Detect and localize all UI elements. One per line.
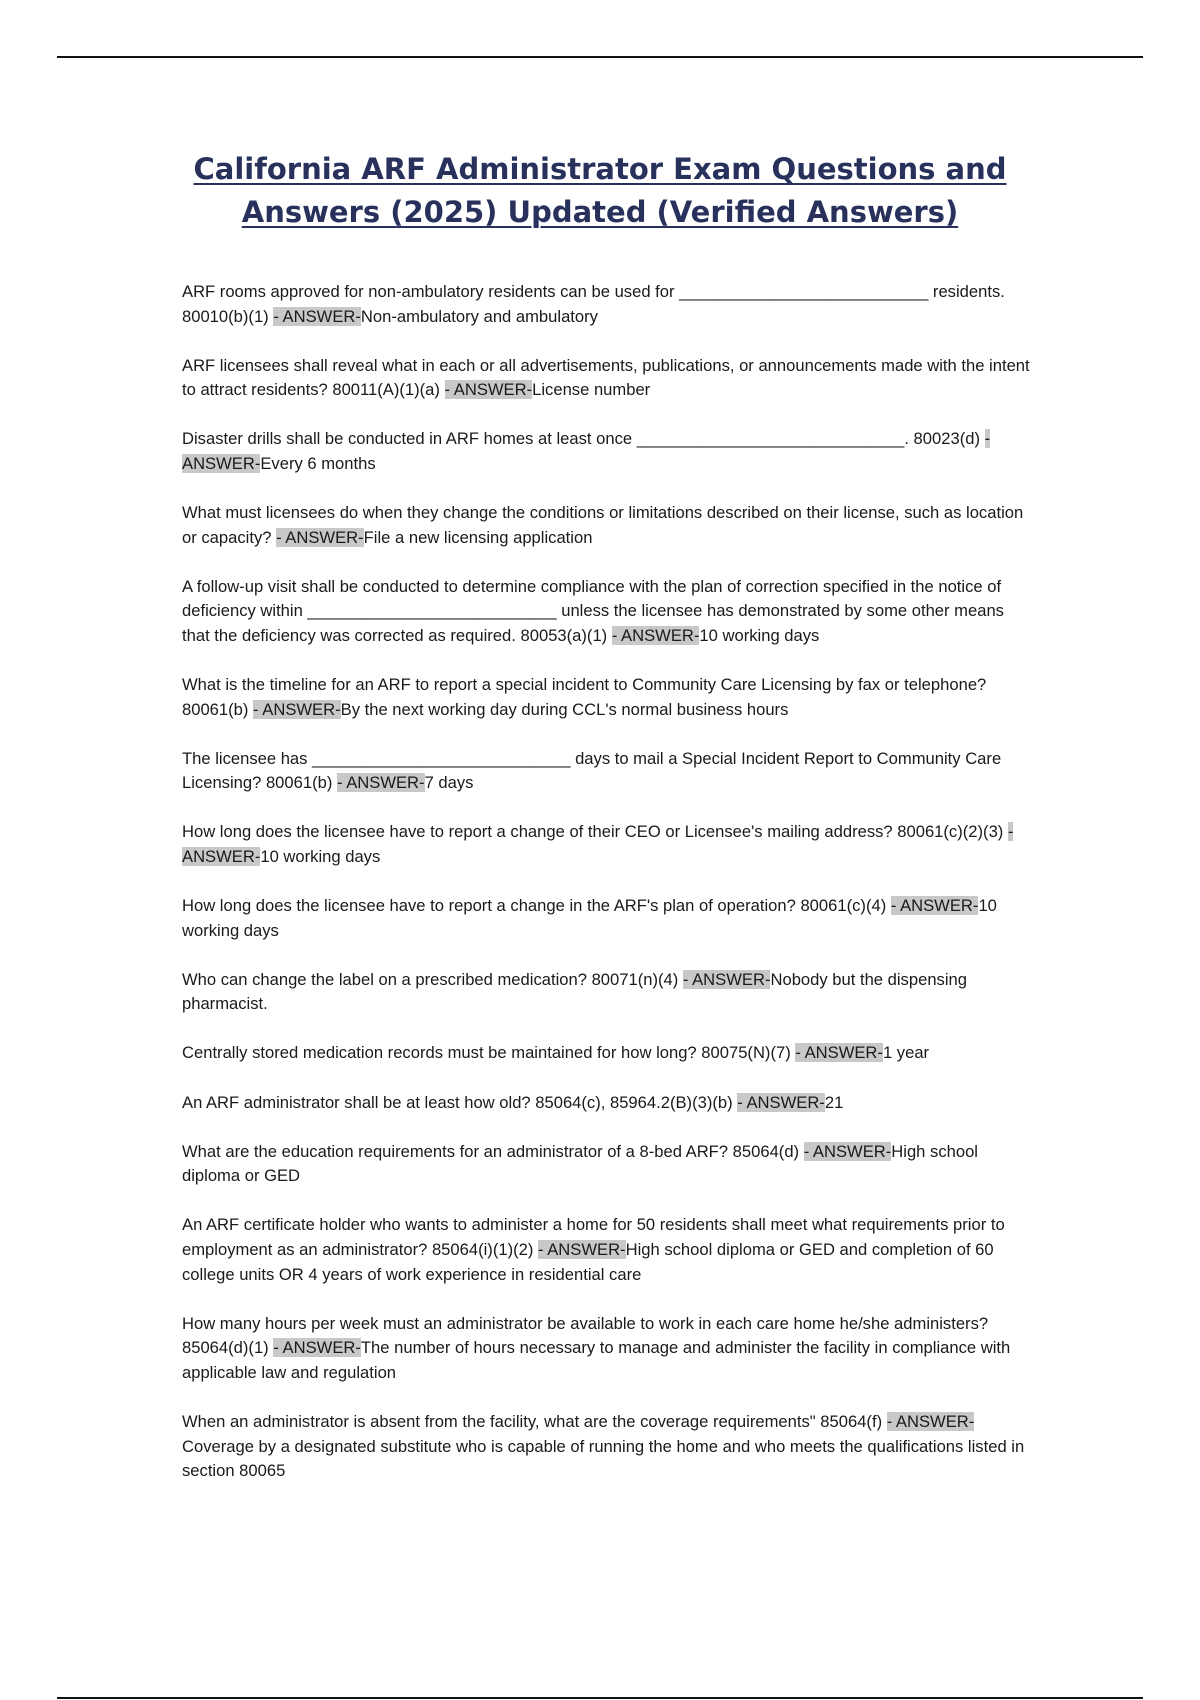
question-text: What are the education requirements for an administrator of a 8-bed ARF? 85064(d) [182,1141,804,1161]
question-text: An ARF administrator shall be at least how old? 85064(c), 85964.2(B)(3)(b) [182,1092,738,1112]
answer-text: The number of hours necessary to manage and administer the facility in compliance with applicable law and regulation [182,1338,1011,1382]
answer-marker: - ANSWER- [276,527,364,547]
answer-marker: - ANSWER- [273,306,361,326]
qa-item [182,1091,1032,1116]
question-text: What must licensees do when they change the conditions or limitations described on their license, such as location or capacity? [182,503,1024,547]
qa-item [182,1312,1032,1386]
answer-text: Nobody but the dispensing pharmacist. [182,969,967,1014]
answer-text: 1 year [882,1043,930,1063]
answer-marker: - ANSWER- [182,822,1014,866]
answer-marker: - ANSWER- [886,1411,975,1431]
question-text: Centrally stored medication records must be maintained for how long? 80075(N)(7) [182,1043,796,1063]
question-text: How long does the licensee have to report a change of their CEO or Licensee's mailing address? 80061(c)(2)(3) [182,822,1008,842]
qa-item [182,894,1032,943]
answer-marker: - ANSWER- [890,896,979,916]
qa-item [182,820,1032,869]
answer-text: High school diploma or GED [182,1141,978,1186]
answer-text: 7 days [424,773,474,793]
qa-list [182,280,1032,1508]
qa-item [182,1213,1032,1287]
answer-marker: - ANSWER- [273,1338,361,1358]
answer-text: Non-ambulatory and ambulatory [360,306,598,326]
question-text: ARF rooms approved for non-ambulatory residents can be used for ___________________________ residents. 80010(b)(1) [182,282,1005,326]
answer-text: Every 6 months [260,453,376,473]
answer-text: File a new licensing application [363,527,593,547]
question-text: The licensee has ____________________________ days to mail a Special Incident Report to Community Care Licensing? 80061(b) [182,748,1002,793]
answer-text: 21 [824,1092,844,1112]
answer-marker: - ANSWER- [538,1239,626,1259]
qa-item [182,673,1032,722]
answer-text: 10 working days [699,625,820,645]
answer-marker: - ANSWER- [611,625,700,645]
answer-text: 10 working days [182,896,997,940]
answer-text: By the next working day during CCL's normal business hours [340,699,789,719]
header-rule [57,56,1143,58]
answer-marker: - ANSWER- [336,773,425,793]
answer-marker: - ANSWER- [682,969,771,989]
footer-rule [57,1697,1143,1699]
answer-text: License number [532,380,651,400]
question-text: Who can change the label on a prescribed medication? 80071(n)(4) [182,969,683,989]
qa-item [182,1041,1032,1066]
answer-text: 10 working days [260,847,381,866]
question-text: Disaster drills shall be conducted in ARF homes at least once _____________________________. 80023(d) [182,429,985,449]
question-text: An ARF certificate holder who wants to administer a home for 50 residents shall meet what requirements prior to employment as an administrator? 85064(i)(1)(2) [182,1215,1005,1259]
qa-item [182,575,1032,649]
question-text: A follow-up visit shall be conducted to determine compliance with the plan of correction specified in the notice of deficiency within ___________________________ unless the licensee has demonstrated by some other means that the deficiency was corrected as required. 80053(a)(1) [182,576,1004,645]
question-text: ARF licensees shall reveal what in each or all advertisements, publications, or announcements made with the intent to attract residents? 80011(A)(1)(a) [182,355,1030,400]
answer-marker: - ANSWER- [253,699,341,719]
question-text: How long does the licensee have to report a change in the ARF's plan of operation? 80061(c)(4) [182,896,891,916]
qa-item [182,1410,1032,1484]
qa-item [182,968,1032,1017]
question-text: When an administrator is absent from the facility, what are the coverage requirements" 85064(f) [182,1411,887,1431]
answer-marker: - ANSWER- [803,1141,892,1161]
answer-text: High school diploma or GED and completion of 60 college units OR 4 years of work experience in residential care [182,1239,994,1284]
qa-item [182,427,1032,476]
answer-marker: - ANSWER- [737,1092,825,1112]
qa-item [182,747,1032,796]
qa-item [182,354,1032,403]
question-text: What is the timeline for an ARF to report a special incident to Community Care Licensing by fax or telephone? 80061(b) [182,675,987,719]
qa-item [182,501,1032,550]
qa-item [182,280,1032,329]
qa-item [182,1140,1032,1189]
answer-marker: - ANSWER- [795,1043,883,1063]
question-text: How many hours per week must an administrator be available to work in each care home he/she administers? 85064(d)(1) [182,1313,989,1358]
answer-marker: - ANSWER- [444,380,533,400]
answer-text: Coverage by a designated substitute who is capable of running the home and who meets the qualifications listed in section 80065 [182,1436,1025,1481]
answer-marker: - ANSWER- [182,429,991,473]
document-title: California ARF Administrator Exam Questions and Answers (2025) Updated (Verified Answers) [193,152,1007,229]
